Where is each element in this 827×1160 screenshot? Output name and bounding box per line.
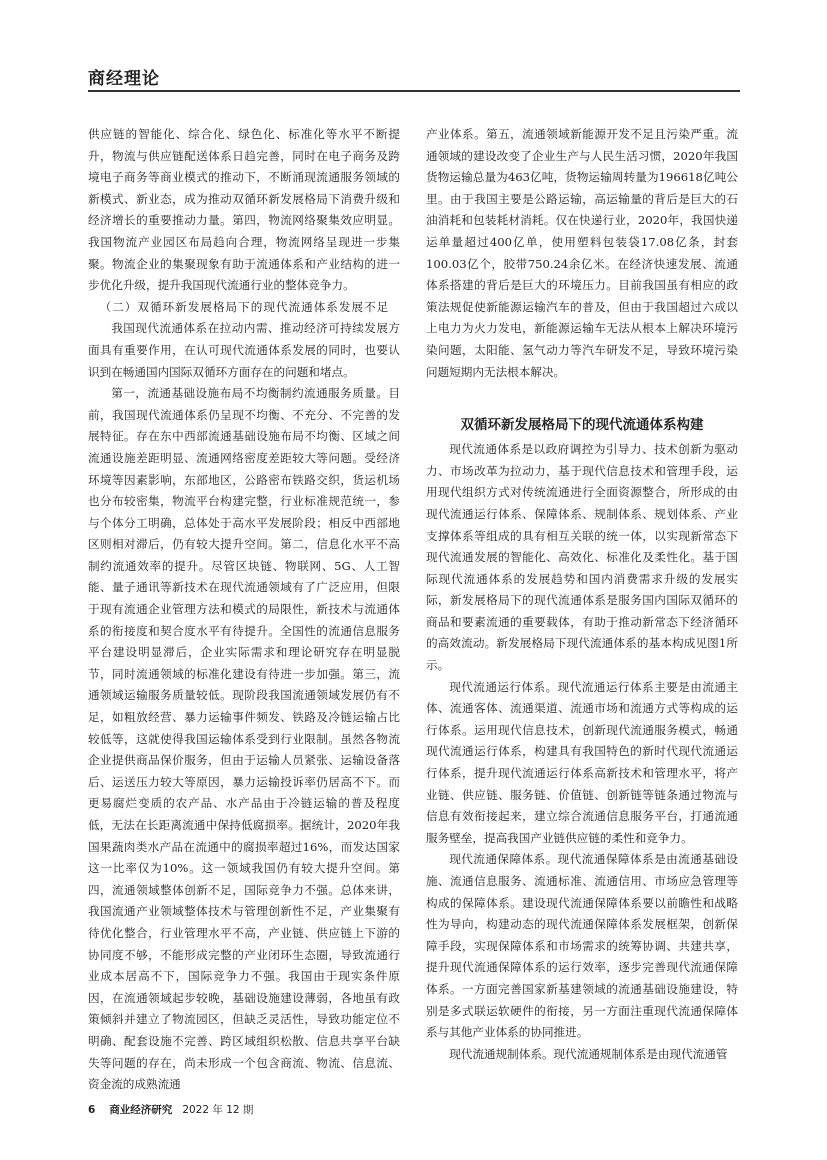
paragraph: 我国现代流通体系在拉动内需、推动经济可持续发展方面具有重要作用，在认可现代流通体系发展的同时，也要认识到在畅通国内国际双循环方面存在的问题和堵点。 <box>88 321 400 379</box>
left-column <box>88 124 400 1096</box>
paragraph-continued: 产业体系。第五，流通领域新能源开发不足且污染严重。流通领域的建设改变了企业生产与人民生活习惯，2020年我国货物运输总量为463亿吨，货物运输周转量为196618亿吨公里。由于我国主要是公路运输，高运输量的背后是巨大的石油消耗和包装耗材消耗。仅在快递行业，2020年，我国快递运单量超过400亿单，使用塑料包装袋17.08亿条，封套100.03亿个，胶带750.24余亿米。在经济快速发展、流通体系搭建的背后是巨大的环境压力。目前我国虽有相应的政策法规促使新能源运输汽车的普及，但由于我国超过六成以上电力为火力发电，新能源运输车无法从根本上解决环境污染问题，太阳能、氢气动力等汽车研发不足，导致环境污染问题短期内无法根本解决。 <box>426 127 738 379</box>
paragraph: 现代流通运行体系。现代流通运行体系主要是由流通主体、流通客体、流通渠道、流通市场和流通方式等构成的运行体系。运用现代信息技术，创新现代流通服务模式，畅通现代流通运行体系，构建具有我国特色的新时代现代流通运行体系，提升现代流通运行体系高新技术和管理水平，将产业链、供应链、服务链、价值链、创新链等链条通过物流与信息有效衔接起来，建立综合流通信息服务平台，打通流通服务壁垒，提高我国产业链供应链的柔性和竞争力。 <box>426 679 738 845</box>
paragraph: 现代流通体系是以政府调控为引导力、技术创新为驱动力、市场改革为拉动力，基于现代信息技术和管理手段，运用现代组织方式对传统流通进行全面资源整合，所形成的由现代流通运行体系、保障体系、规制体系、规划体系、产业支撑体系等组成的具有相互关联的统一体，以实现新常态下现代流通发展的智能化、高效化、标准化及柔性化。基于国际现代流通体系的发展趋势和国内消费需求升级的发展实际，新发展格局下的现代流通体系是服务国内国际双循环的商品和要素流通的重要载体，有助于推动新常态下经济循环的高效流动。新发展格局下现代流通体系的基本构成见图1所示。 <box>426 442 738 673</box>
page-number: 6 <box>88 1104 96 1116</box>
paragraph-continued: 供应链的智能化、综合化、绿色化、标准化等水平不断提升，物流与供应链配送体系日趋完善，同时在电子商务及跨境电子商务等商业模式的推动下，不断涌现流通服务领域的新模式、新业态，成为推动双循环新发展格局下消费升级和经济增长的重要推动力量。第四，物流网络聚集效应明显。我国物流产业园区布局趋向合理，物流网络呈现进一步集聚。物流企业的集聚现象有助于流通体系和产业结构的进一步优化升级，提升我国现代流通行业的整体竞争力。 <box>88 127 400 293</box>
page-footer <box>88 1102 253 1117</box>
paragraph: 现代流通保障体系。现代流通保障体系是由流通基础设施、流通信息服务、流通标准、流通信用、市场应急管理等构成的保障体系。建设现代流通保障体系要以前瞻性和战略性为导向，构建动态的现代流通保障体系发展框架，创新保障手段，实现保障体系和市场需求的统筹协调、共建共享，提升现代流通保障体系的运行效率，逐步完善现代流通保障体系。一方面完善国家新基建领域的流通基础设施建设，特别是多式联运软硬件的衔接，另一方面注重现代流通保障体系与其他产业体系的协同推进。 <box>426 852 738 1040</box>
subsection-heading: （二）双循环新发展格局下的现代流通体系发展不足 <box>99 299 390 314</box>
issue-label: 2022 年 12 期 <box>182 1104 254 1116</box>
section-heading: 双循环新发展格局下的现代流通体系构建 <box>460 417 704 434</box>
right-column <box>426 124 738 1065</box>
paragraph: 第一，流通基础设施布局不均衡制约流通服务质量。目前，我国现代流通体系仍呈现不均衡、不充分、不完善的发展特征。存在东中西部流通基础设施布局不均衡、区域之间流通设施差距明显、流通网络密度差距较大等问题。受经济环境等因素影响，东部地区，公路密布铁路交织，货运机场也分布较密集，物流平台构建完整，行业标准规范统一，参与个体分工明确，总体处于高水平发展阶段；相反中西部地区则相对滞后，仍有较大提升空间。第二，信息化水平不高制约流通效率的提升。尽管区块链、物联网、5G、人工智能、量子通讯等新技术在现代流通领域有了广泛应用，但限于现有流通企业管理方法和模式的局限性，新技术与流通体系的衔接度和契合度水平有待提升。全国性的流通信息服务平台建设明显滞后，企业实际需求和理论研究存在明显脱节，同时流通领域的标准化建设有待进一步加强。第三，流通领域运输服务质量较低。现阶段我国流通领域发展仍有不足，如粗放经营、暴力运输事件频发、铁路及冷链运输占比较低等，这就使得我国运输体系受到行业限制。虽然各物流企业提供商品保价服务，但由于运输人员紧张、运输设备落后、运送压力较大等原因，暴力运输投诉率仍居高不下。而更易腐烂变质的农产品、水产品由于冷链运输的普及程度低，无法在长距离流通中保持低腐损率。据统计，2020年我国果蔬肉类水产品在流通中的腐损率超过16%，而发达国家这一比率仅为10%。这一领域我国仍有较大提升空间。第四，流通领域整体创新不足，国际竞争力不强。总体来讲，我国流通产业领域整体技术与管理创新性不足，产业集聚有待优化整合，行业管理水平不高，产业链、供应链上下游的协同度不够，不能形成完整的产业闭环生态圈，导致流通行业成本居高不下，国际竞争力不强。我国由于现实条件原因，在流通领域起步较晚，基础设施建设薄弱，各地虽有政策倾斜并建立了物流园区，但缺乏灵活性，导致功能定位不明确、配套设施不完善、跨区域组织松散、信息共享平台缺失等问题的存在，尚未形成一个包含商流、物流、信息流、资金流的成熟流通 <box>88 386 400 1092</box>
journal-name: 商业经济研究 <box>109 1104 173 1116</box>
page-header-title: 商经理论 <box>88 69 160 89</box>
header-divider <box>88 90 740 92</box>
paragraph: 现代流通规制体系。现代流通规制体系是由现代流通管 <box>449 1046 728 1061</box>
